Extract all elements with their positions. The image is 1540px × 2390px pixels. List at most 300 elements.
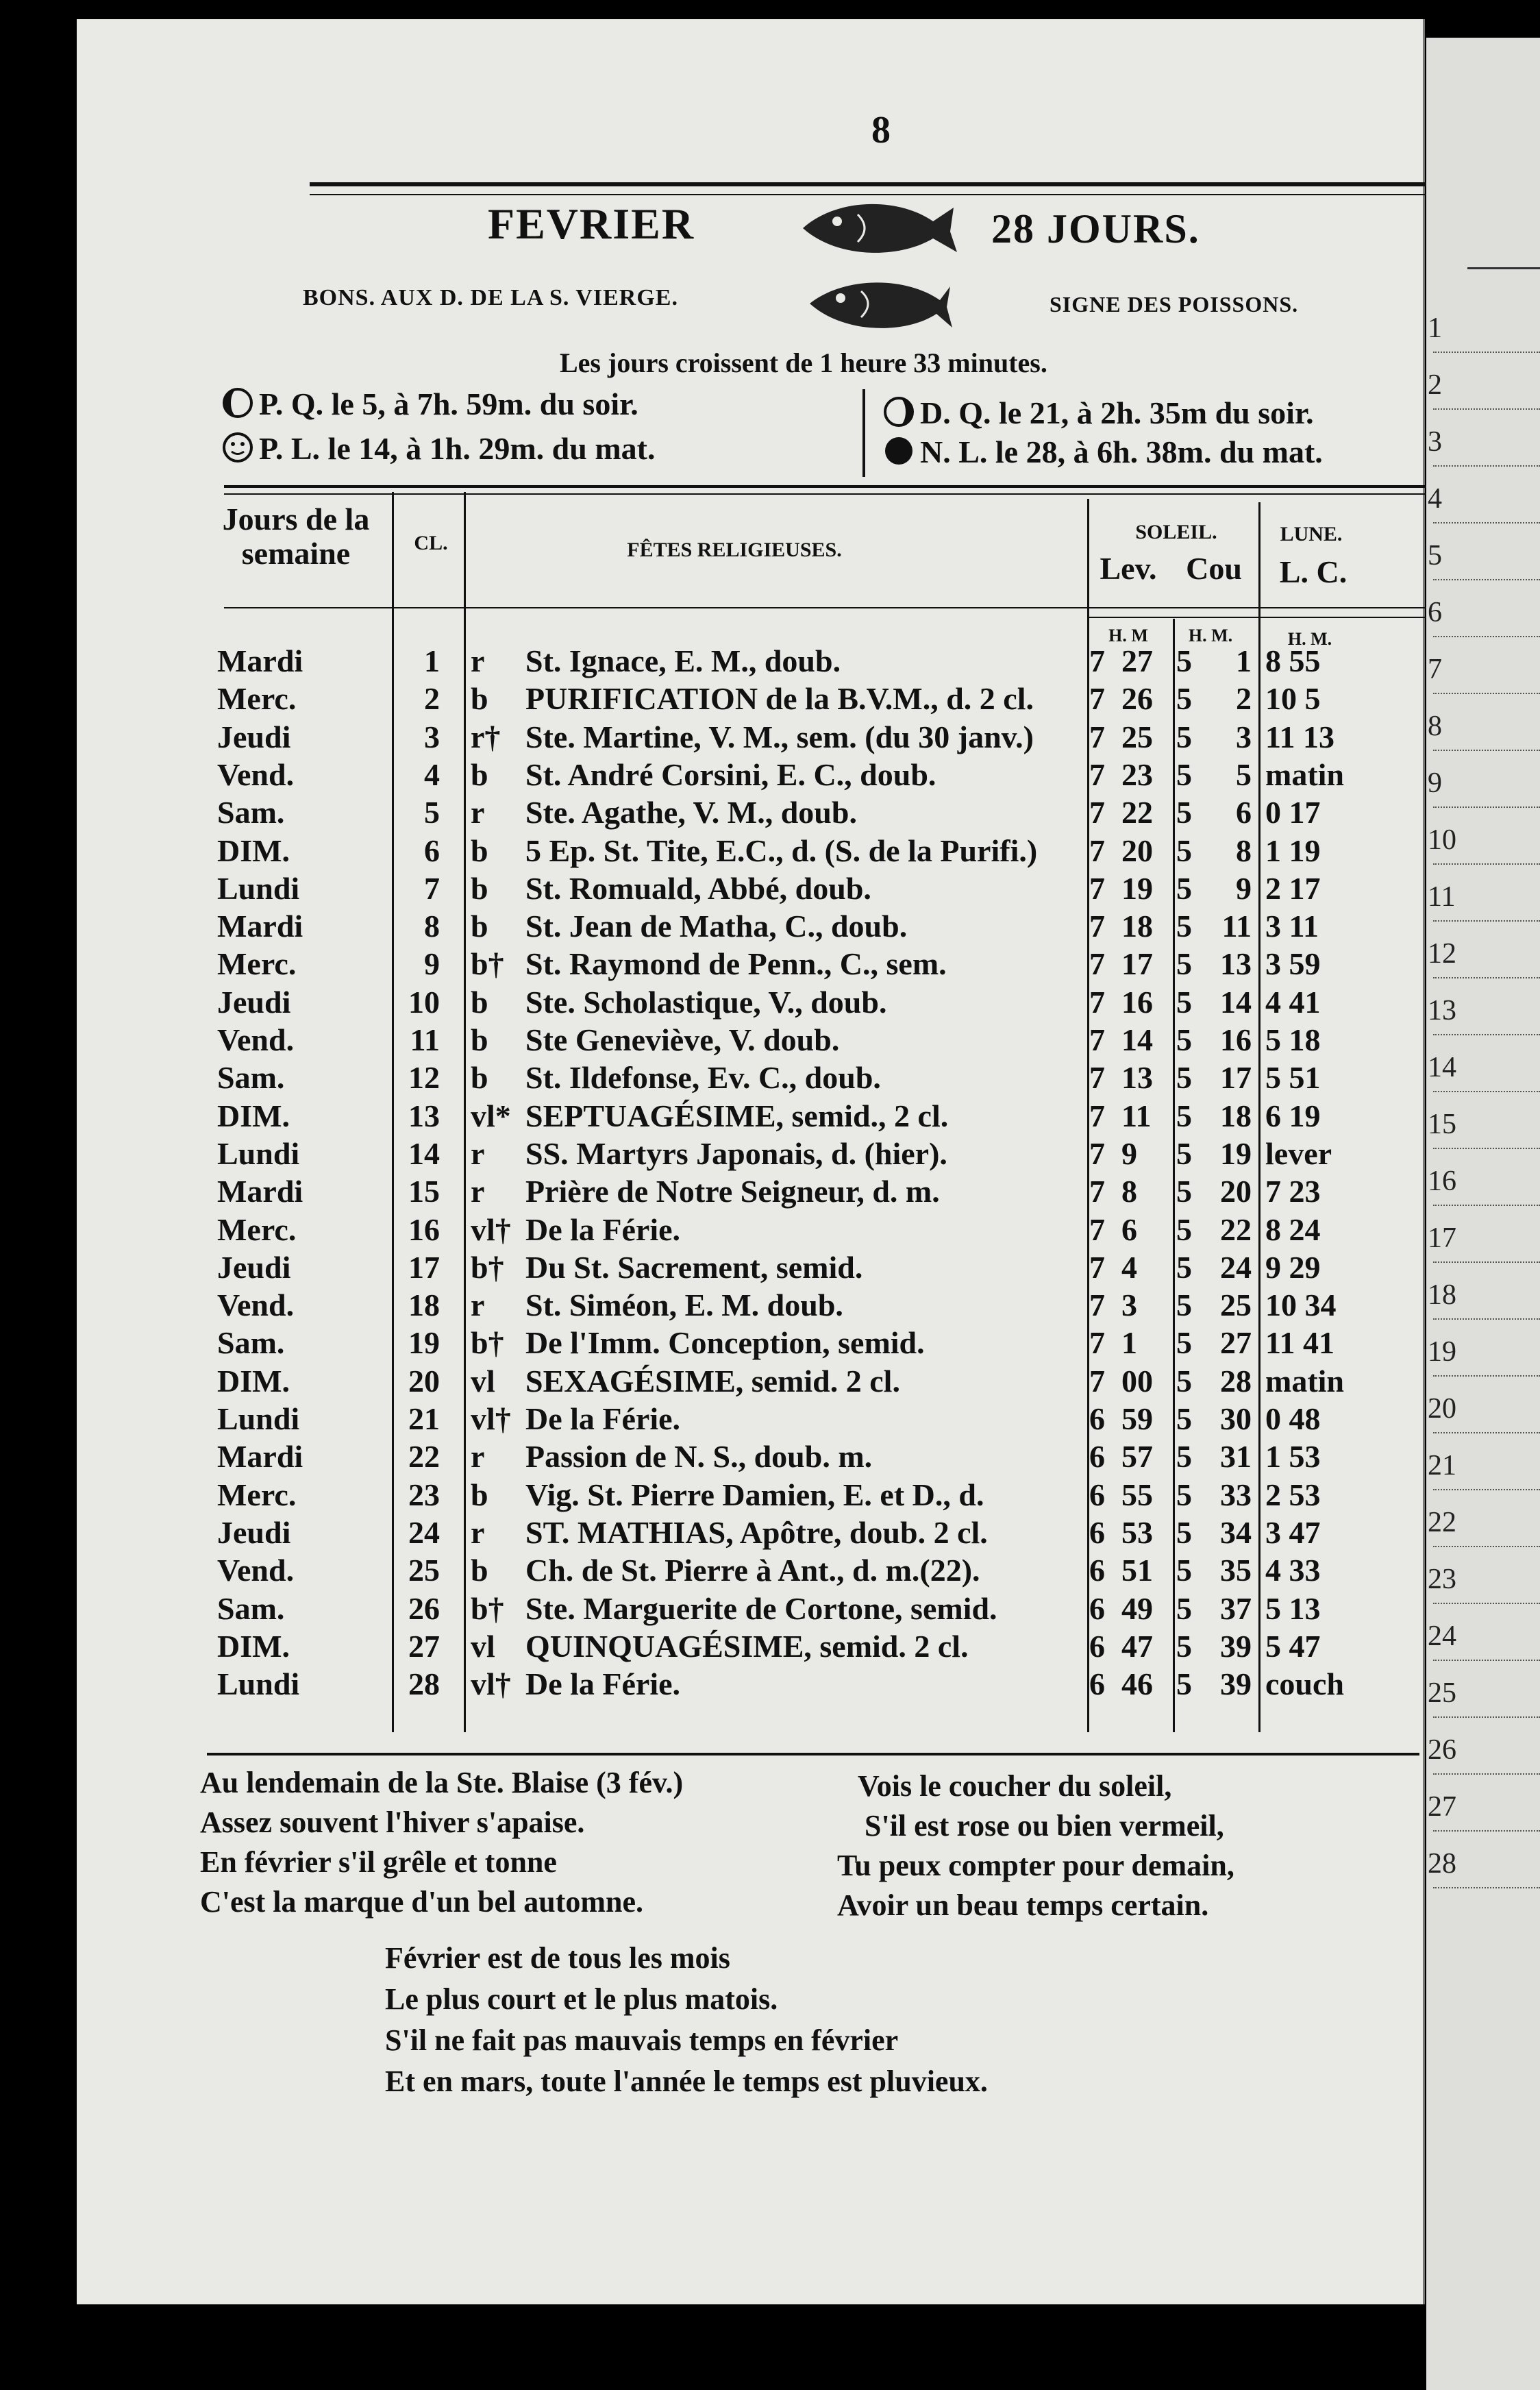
sunrise-minute-cell: 51: [1121, 1553, 1153, 1588]
day-cell: 28: [408, 1666, 440, 1702]
poem-line: Avoir un beau temps certain.: [837, 1888, 1209, 1922]
sunset-minute-cell: 19: [1220, 1135, 1252, 1171]
sunrise-minute-cell: 11: [1121, 1098, 1152, 1133]
feast-cell: QUINQUAGÉSIME, semid. 2 cl.: [525, 1628, 969, 1664]
sunrise-hour-cell: 7: [1089, 1211, 1105, 1247]
sunset-minute-cell: 3: [1236, 719, 1252, 754]
sunrise-hour-cell: 7: [1089, 1135, 1105, 1171]
day-cell: 20: [408, 1363, 440, 1399]
header-hm-lev: H. M: [1108, 626, 1148, 645]
feast-cell: SEXAGÉSIME, semid. 2 cl.: [525, 1363, 900, 1399]
class-cell: b: [471, 1022, 488, 1057]
sunset-hour-cell: 5: [1176, 1060, 1192, 1096]
header-lc: L. C.: [1279, 554, 1348, 589]
adjacent-dotted-rule: [1433, 693, 1540, 694]
table-bottom-rule: [207, 1753, 1419, 1755]
sunrise-minute-cell: 47: [1121, 1628, 1153, 1664]
poem-line: Tu peux compter pour demain,: [837, 1849, 1234, 1882]
sunset-minute-cell: 16: [1220, 1022, 1252, 1057]
adjacent-day-number: 27: [1428, 1791, 1456, 1823]
adjacent-day-number: 5: [1428, 540, 1442, 571]
adjacent-dotted-rule: [1433, 1432, 1540, 1433]
weekday-cell: Mardi: [217, 1439, 303, 1475]
adjacent-day-number: 25: [1428, 1677, 1456, 1709]
header-lune: LUNE.: [1280, 523, 1343, 545]
moon-cell: 5 47: [1265, 1628, 1321, 1664]
poem-line: Le plus court et le plus matois.: [385, 1982, 778, 2016]
weekday-cell: Sam.: [217, 1325, 285, 1361]
feast-cell: De la Férie.: [525, 1666, 681, 1702]
sunset-hour-cell: 5: [1176, 1325, 1192, 1361]
header-lev: Lev.: [1100, 551, 1157, 586]
sunset-hour-cell: 5: [1176, 1363, 1192, 1399]
header-cl: CL.: [414, 532, 448, 554]
poem-line: C'est la marque d'un bel automne.: [200, 1885, 644, 1919]
sunrise-hour-cell: 7: [1089, 643, 1105, 678]
moon-cell: 2 53: [1265, 1477, 1321, 1512]
moon-cell: 4 33: [1265, 1553, 1321, 1588]
day-cell: 2: [424, 681, 440, 717]
moon-cell: 3 59: [1265, 946, 1321, 982]
sunset-minute-cell: 33: [1220, 1477, 1252, 1512]
moon-cell: 1 19: [1265, 833, 1321, 868]
sunset-minute-cell: 8: [1236, 833, 1252, 868]
moon-cell: 3 47: [1265, 1514, 1321, 1550]
class-cell: b†: [471, 946, 504, 982]
sunset-hour-cell: 5: [1176, 909, 1192, 944]
zodiac-sign: SIGNE DES POISSONS.: [1050, 292, 1299, 317]
sunset-hour-cell: 5: [1176, 1439, 1192, 1475]
day-cell: 3: [424, 719, 440, 754]
sunrise-hour-cell: 7: [1089, 1363, 1105, 1399]
poem-line: S'il est rose ou bien vermeil,: [865, 1809, 1224, 1843]
weekday-cell: DIM.: [217, 833, 290, 868]
feast-cell: SS. Martyrs Japonais, d. (hier).: [525, 1135, 947, 1171]
sunrise-hour-cell: 7: [1089, 909, 1105, 944]
day-cell: 27: [408, 1628, 440, 1664]
adjacent-dotted-rule: [1433, 1489, 1540, 1490]
sunset-hour-cell: 5: [1176, 1135, 1192, 1171]
sunset-hour-cell: 5: [1176, 1666, 1192, 1702]
day-cell: 15: [408, 1174, 440, 1209]
class-cell: b: [471, 909, 488, 944]
sunset-minute-cell: 37: [1220, 1590, 1252, 1626]
moon-cell: 10 5: [1265, 681, 1321, 717]
moon-cell: 11 41: [1265, 1325, 1334, 1361]
feast-cell: Ste. Scholastique, V., doub.: [525, 984, 887, 1020]
moon-cell: 7 23: [1265, 1174, 1321, 1209]
poem-left: [200, 1763, 683, 1922]
almanac-page: [77, 19, 1425, 2304]
adjacent-dotted-rule: [1433, 1716, 1540, 1718]
sunset-minute-cell: 24: [1220, 1249, 1252, 1285]
adjacent-day-number: 19: [1428, 1336, 1456, 1368]
sunrise-minute-cell: 59: [1121, 1401, 1153, 1436]
sunset-hour-cell: 5: [1176, 795, 1192, 830]
feast-cell: ST. MATHIAS, Apôtre, doub. 2 cl.: [525, 1514, 988, 1550]
poem-line: En février s'il grêle et tonne: [200, 1845, 557, 1879]
adjacent-dotted-rule: [1433, 1091, 1540, 1092]
sunset-minute-cell: 9: [1236, 870, 1252, 906]
moon-cell: matin: [1265, 1363, 1344, 1399]
sunset-hour-cell: 5: [1176, 756, 1192, 792]
adjacent-day-number: 20: [1428, 1393, 1456, 1425]
adjacent-dotted-rule: [1433, 750, 1540, 751]
moon-phase-first-quarter: [221, 386, 638, 422]
header-hm-cou: H. M.: [1188, 626, 1233, 645]
sunset-hour-cell: 5: [1176, 1098, 1192, 1133]
weekday-cell: Jeudi: [217, 1249, 291, 1285]
adjacent-dotted-rule: [1433, 579, 1540, 580]
day-cell: 6: [424, 833, 440, 868]
sunset-hour-cell: 5: [1176, 833, 1192, 868]
sunrise-minute-cell: 00: [1121, 1363, 1153, 1399]
weekday-cell: DIM.: [217, 1363, 290, 1399]
class-cell: vl*: [471, 1098, 511, 1133]
sunset-hour-cell: 5: [1176, 1628, 1192, 1664]
sunrise-hour-cell: 7: [1089, 870, 1105, 906]
weekday-cell: DIM.: [217, 1098, 290, 1133]
sunset-hour-cell: 5: [1176, 984, 1192, 1020]
header-soleil: SOLEIL.: [1135, 521, 1217, 543]
sunrise-hour-cell: 6: [1089, 1514, 1105, 1550]
sunset-hour-cell: 5: [1176, 1211, 1192, 1247]
day-growth: Les jours croissent de 1 heure 33 minutes.: [560, 347, 1047, 378]
moon-cell: 9 29: [1265, 1249, 1321, 1285]
sunset-minute-cell: 25: [1220, 1288, 1252, 1323]
sunrise-minute-cell: 25: [1121, 719, 1153, 754]
feast-cell: Ste. Marguerite de Cortone, semid.: [525, 1590, 997, 1626]
sunset-minute-cell: 5: [1236, 756, 1252, 792]
adjacent-day-number: 26: [1428, 1734, 1456, 1766]
col-rule-1: [392, 492, 394, 1732]
weekday-cell: Vend.: [217, 756, 295, 792]
full-moon-icon: [221, 430, 255, 465]
adjacent-day-number: 21: [1428, 1450, 1456, 1481]
day-cell: 1: [424, 643, 440, 678]
class-cell: b†: [471, 1590, 504, 1626]
moon-cell: matin: [1265, 756, 1344, 792]
moon-cell: couch: [1265, 1666, 1344, 1702]
col-rule-2: [464, 492, 466, 1732]
last-quarter-moon-icon: [882, 395, 916, 429]
sunset-minute-cell: 31: [1220, 1439, 1252, 1475]
adjacent-day-number: 13: [1428, 995, 1456, 1026]
sunrise-hour-cell: 6: [1089, 1628, 1105, 1664]
class-cell: b: [471, 1060, 488, 1096]
moon-cell: 0 17: [1265, 795, 1321, 830]
poem-center: [385, 1938, 988, 2102]
sunset-hour-cell: 5: [1176, 1553, 1192, 1588]
sunrise-minute-cell: 1: [1121, 1325, 1137, 1361]
adjacent-day-number: 6: [1428, 597, 1442, 628]
poem-line: Au lendemain de la Ste. Blaise (3 fév.): [200, 1766, 684, 1799]
class-cell: b†: [471, 1249, 504, 1285]
adjacent-day-number: 4: [1428, 483, 1442, 515]
day-cell: 24: [408, 1514, 440, 1550]
sunrise-minute-cell: 17: [1121, 946, 1153, 982]
month-title: FEVRIER: [488, 199, 695, 248]
sunset-hour-cell: 5: [1176, 1401, 1192, 1436]
class-cell: r: [471, 1288, 485, 1323]
sunrise-hour-cell: 7: [1089, 946, 1105, 982]
class-cell: r: [471, 1174, 485, 1209]
header-sub-rule: [1087, 617, 1437, 618]
new-moon-icon: [882, 434, 916, 468]
moon-cell: 5 18: [1265, 1022, 1321, 1057]
adjacent-dotted-rule: [1433, 1034, 1540, 1035]
feast-cell: St. Jean de Matha, C., doub.: [525, 909, 908, 944]
adjacent-dotted-rule: [1433, 863, 1540, 865]
col-rule-5: [1258, 502, 1260, 1732]
sunrise-minute-cell: 53: [1121, 1514, 1153, 1550]
day-cell: 4: [424, 756, 440, 792]
day-cell: 9: [424, 946, 440, 982]
weekday-cell: Vend.: [217, 1288, 295, 1323]
moon-cell: 4 41: [1265, 984, 1321, 1020]
sunrise-hour-cell: 7: [1089, 681, 1105, 717]
weekday-cell: Sam.: [217, 795, 285, 830]
sunset-hour-cell: 5: [1176, 1514, 1192, 1550]
sunset-hour-cell: 5: [1176, 1477, 1192, 1512]
dedication: BONS. AUX D. DE LA S. VIERGE.: [303, 285, 678, 310]
sunrise-minute-cell: 18: [1121, 909, 1153, 944]
poem-line: S'il ne fait pas mauvais temps en février: [385, 2023, 899, 2057]
adjacent-day-number: 12: [1428, 938, 1456, 970]
day-cell: 10: [408, 984, 440, 1020]
sunrise-hour-cell: 7: [1089, 1174, 1105, 1209]
feast-cell: De la Férie.: [525, 1211, 681, 1247]
class-cell: b: [471, 681, 488, 717]
moon-cell: 2 17: [1265, 870, 1321, 906]
sunrise-hour-cell: 7: [1089, 833, 1105, 868]
adjacent-day-number: 2: [1428, 369, 1442, 401]
sunrise-hour-cell: 7: [1089, 1288, 1105, 1323]
moon-phase-full: [221, 430, 655, 467]
sunrise-hour-cell: 6: [1089, 1666, 1105, 1702]
header-fetes: FÊTES RELIGIEUSES.: [627, 539, 842, 561]
weekday-cell: Merc.: [217, 1211, 297, 1247]
feast-cell: Vig. St. Pierre Damien, E. et D., d.: [525, 1477, 984, 1512]
class-cell: r: [471, 643, 485, 678]
weekday-cell: Mardi: [217, 643, 303, 678]
day-cell: 25: [408, 1553, 440, 1588]
adjacent-day-number: 8: [1428, 711, 1442, 742]
sunset-minute-cell: 28: [1220, 1363, 1252, 1399]
sunset-minute-cell: 39: [1220, 1666, 1252, 1702]
class-cell: b: [471, 833, 488, 868]
feast-cell: Ch. de St. Pierre à Ant., d. m.(22).: [525, 1553, 980, 1588]
weekday-cell: Sam.: [217, 1060, 285, 1096]
adjacent-dotted-rule: [1433, 408, 1540, 410]
moon-cell: 11 13: [1265, 719, 1334, 754]
adjacent-dotted-rule: [1433, 1205, 1540, 1206]
moon-cell: 8 24: [1265, 1211, 1321, 1247]
sunrise-minute-cell: 3: [1121, 1288, 1137, 1323]
day-cell: 19: [408, 1325, 440, 1361]
sunset-hour-cell: 5: [1176, 719, 1192, 754]
day-cell: 8: [424, 909, 440, 944]
feast-cell: Ste. Martine, V. M., sem. (du 30 janv.): [525, 719, 1034, 754]
weekday-cell: Jeudi: [217, 719, 291, 754]
first-quarter-moon-icon: [221, 386, 255, 420]
sunrise-minute-cell: 27: [1121, 643, 1153, 678]
sunrise-hour-cell: 7: [1089, 984, 1105, 1020]
feast-cell: Du St. Sacrement, semid.: [525, 1249, 863, 1285]
adjacent-dotted-rule: [1433, 806, 1540, 808]
sunrise-minute-cell: 19: [1121, 870, 1153, 906]
moon-cell: 5 13: [1265, 1590, 1321, 1626]
adjacent-day-number: 24: [1428, 1621, 1456, 1652]
adjacent-rule: [1467, 267, 1540, 269]
adjacent-dotted-rule: [1433, 352, 1540, 353]
poem-line: Février est de tous les mois: [385, 1941, 730, 1975]
moon-cell: 8 55: [1265, 643, 1321, 678]
adjacent-dotted-rule: [1433, 1830, 1540, 1832]
sunrise-minute-cell: 22: [1121, 795, 1153, 830]
feast-cell: St. Ignace, E. M., doub.: [525, 643, 841, 678]
table-top-rule: [224, 485, 1437, 488]
adjacent-day-number: 10: [1428, 824, 1456, 856]
sunset-minute-cell: 11: [1221, 909, 1252, 944]
weekday-cell: DIM.: [217, 1628, 290, 1664]
sunrise-minute-cell: 57: [1121, 1439, 1153, 1475]
sunset-minute-cell: 27: [1220, 1325, 1252, 1361]
sunrise-hour-cell: 7: [1089, 1249, 1105, 1285]
adjacent-day-number: 16: [1428, 1166, 1456, 1197]
class-cell: b: [471, 1553, 488, 1588]
adjacent-dotted-rule: [1433, 1773, 1540, 1775]
col-rule-4: [1173, 619, 1175, 1732]
sunrise-minute-cell: 23: [1121, 756, 1153, 792]
day-cell: 18: [408, 1288, 440, 1323]
day-cell: 7: [424, 870, 440, 906]
top-rule: [310, 182, 1437, 186]
day-cell: 26: [408, 1590, 440, 1626]
feast-cell: Passion de N. S., doub. m.: [525, 1439, 873, 1475]
class-cell: r: [471, 1135, 485, 1171]
day-cell: 21: [408, 1401, 440, 1436]
poem-right: [837, 1766, 1234, 1925]
weekday-cell: Jeudi: [217, 984, 291, 1020]
sunset-hour-cell: 5: [1176, 1288, 1192, 1323]
sunset-hour-cell: 5: [1176, 1022, 1192, 1057]
phase-text: D. Q. le 21, à 2h. 35m du soir.: [920, 395, 1314, 430]
day-cell: 12: [408, 1060, 440, 1096]
class-cell: b†: [471, 1325, 504, 1361]
feast-cell: St. André Corsini, E. C., doub.: [525, 756, 936, 792]
sunrise-minute-cell: 8: [1121, 1174, 1137, 1209]
sunrise-hour-cell: 6: [1089, 1401, 1105, 1436]
feast-cell: PURIFICATION de la B.V.M., d. 2 cl.: [525, 681, 1034, 717]
day-cell: 11: [410, 1022, 440, 1057]
sunrise-minute-cell: 6: [1121, 1211, 1137, 1247]
weekday-cell: Mardi: [217, 909, 303, 944]
header-hm-lune: H. M.: [1287, 629, 1332, 649]
sunrise-hour-cell: 7: [1089, 756, 1105, 792]
day-cell: 14: [408, 1135, 440, 1171]
day-cell: 16: [408, 1211, 440, 1247]
feast-cell: De la Férie.: [525, 1401, 681, 1436]
adjacent-day-number: 18: [1428, 1279, 1456, 1311]
sunrise-minute-cell: 20: [1121, 833, 1153, 868]
sunset-minute-cell: 1: [1236, 643, 1252, 678]
adjacent-dotted-rule: [1433, 920, 1540, 922]
weekday-cell: Mardi: [217, 1174, 303, 1209]
class-cell: r†: [471, 719, 501, 754]
phase-divider: [862, 389, 865, 477]
sunrise-minute-cell: 55: [1121, 1477, 1153, 1512]
sunrise-minute-cell: 9: [1121, 1135, 1137, 1171]
sunset-hour-cell: 5: [1176, 870, 1192, 906]
sunrise-hour-cell: 7: [1089, 719, 1105, 754]
day-cell: 22: [408, 1439, 440, 1475]
sunset-minute-cell: 20: [1220, 1174, 1252, 1209]
sunrise-hour-cell: 7: [1089, 1022, 1105, 1057]
feast-cell: Ste. Agathe, V. M., doub.: [525, 795, 857, 830]
adjacent-day-number: 14: [1428, 1052, 1456, 1083]
adjacent-day-number: 7: [1428, 654, 1442, 685]
days-count: 28 JOURS.: [991, 206, 1200, 251]
adjacent-dotted-rule: [1433, 1546, 1540, 1547]
adjacent-dotted-rule: [1433, 1603, 1540, 1604]
adjacent-dotted-rule: [1433, 1318, 1540, 1320]
adjacent-dotted-rule: [1433, 1375, 1540, 1377]
moon-phase-new: [882, 434, 1323, 470]
weekday-cell: Jeudi: [217, 1514, 291, 1550]
adjacent-day-number: 3: [1428, 426, 1442, 458]
phase-text: P. Q. le 5, à 7h. 59m. du soir.: [259, 386, 638, 421]
feast-cell: De l'Imm. Conception, semid.: [525, 1325, 925, 1361]
adjacent-day-number: 22: [1428, 1507, 1456, 1538]
moon-cell: 0 48: [1265, 1401, 1321, 1436]
sunrise-hour-cell: 6: [1089, 1590, 1105, 1626]
adjacent-day-number: 17: [1428, 1222, 1456, 1254]
adjacent-dotted-rule: [1433, 1261, 1540, 1263]
adjacent-day-number: 28: [1428, 1848, 1456, 1880]
weekday-cell: Lundi: [217, 1401, 300, 1436]
weekday-cell: Lundi: [217, 1135, 300, 1171]
moon-phase-last-quarter: [882, 395, 1314, 431]
poem-line: Et en mars, toute l'année le temps est pluvieux.: [385, 2065, 988, 2098]
sunset-hour-cell: 5: [1176, 946, 1192, 982]
adjacent-page-edge: [1426, 38, 1540, 2390]
feast-cell: St. Romuald, Abbé, doub.: [525, 870, 871, 906]
sunset-minute-cell: 2: [1236, 681, 1252, 717]
weekday-cell: Vend.: [217, 1553, 295, 1588]
sunrise-minute-cell: 14: [1121, 1022, 1153, 1057]
sunrise-minute-cell: 4: [1121, 1249, 1137, 1285]
adjacent-dotted-rule: [1433, 636, 1540, 637]
adjacent-dotted-rule: [1433, 1660, 1540, 1661]
sunset-hour-cell: 5: [1176, 1590, 1192, 1626]
sunrise-minute-cell: 46: [1121, 1666, 1153, 1702]
class-cell: b: [471, 756, 488, 792]
weekday-cell: Merc.: [217, 681, 297, 717]
class-cell: vl†: [471, 1666, 511, 1702]
sunrise-hour-cell: 6: [1089, 1553, 1105, 1588]
day-cell: 17: [408, 1249, 440, 1285]
pisces-fish-icon: [796, 190, 960, 266]
sunrise-minute-cell: 49: [1121, 1590, 1153, 1626]
class-cell: r: [471, 1514, 485, 1550]
adjacent-day-number: 11: [1428, 881, 1456, 913]
adjacent-dotted-rule: [1433, 1148, 1540, 1149]
sunrise-minute-cell: 26: [1121, 681, 1153, 717]
moon-cell: lever: [1265, 1135, 1332, 1171]
weekday-cell: Vend.: [217, 1022, 295, 1057]
sunset-hour-cell: 5: [1176, 1249, 1192, 1285]
